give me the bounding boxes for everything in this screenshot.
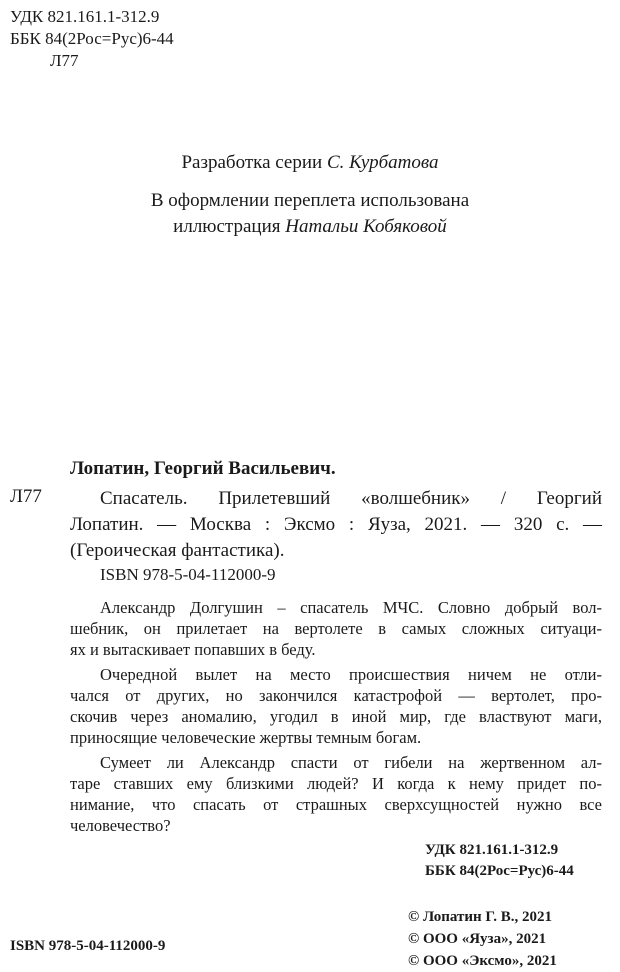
cover-credit-prefix: иллюстрация xyxy=(173,216,286,237)
catalog-desc-line: (Героическая фантастика). xyxy=(70,540,285,561)
catalog-shelf-mark: Л77 xyxy=(10,486,42,507)
annotation-line: чался от других, но закончился катастрофой — вертолет, про- xyxy=(70,686,602,705)
series-credit xyxy=(0,150,620,176)
annotation-line: скочив через аномалию, угодил в иной мир, где властвуют маги, xyxy=(70,707,602,726)
isbn-bottom: ISBN 978-5-04-112000-9 xyxy=(10,938,166,954)
copyright-line: © ООО «Яуза», 2021 xyxy=(408,931,547,947)
annotation-line: нимание, что спасать от страшных сверхсущностей нужно все xyxy=(70,795,602,814)
catalog-desc-line: Спасатель. Прилетевший «волшебник» / Георгий xyxy=(100,488,602,509)
annotation-line: таре ставших ему близкими людей? И когда к нему придет по- xyxy=(70,774,602,793)
annotation-line: шебник, он прилетает на вертолете в самых сложных ситуаци- xyxy=(70,619,602,638)
classification-codes xyxy=(10,6,174,72)
annotation-line: Сумеет ли Александр спасти от гибели на жертвенном ал- xyxy=(100,753,602,772)
annotation-line: ях и вытаскивает попавших в беду. xyxy=(70,640,316,659)
right-bbk-code: ББК 84(2Рос=Рус)6-44 xyxy=(425,863,574,879)
right-classification-codes xyxy=(425,840,574,882)
copyright-block xyxy=(408,906,557,972)
catalog-description xyxy=(70,486,602,564)
udk-code: УДК 821.161.1-312.9 xyxy=(10,7,160,26)
annotation-line: Александр Долгушин – спасатель МЧС. Словно добрый вол- xyxy=(100,598,602,617)
annotation xyxy=(70,597,602,836)
catalog-desc-line: Лопатин. — Москва : Эксмо : Яуза, 2021. — 320 с. — xyxy=(70,514,602,535)
annotation-line: человечество? xyxy=(70,816,171,835)
cover-credit-line2 xyxy=(0,214,620,240)
author-mark: Л77 xyxy=(50,51,79,70)
catalog-isbn: ISBN 978-5-04-112000-9 xyxy=(100,565,276,584)
copyright-line: © Лопатин Г. В., 2021 xyxy=(408,909,553,925)
cover-credit-line1: В оформлении переплета использована xyxy=(150,190,470,211)
series-credit-prefix: Разработка серии xyxy=(181,152,327,173)
series-author: С. Курбатова xyxy=(326,152,439,173)
annotation-line: Очередной вылет на место происшествия ничем не отли- xyxy=(100,665,602,684)
annotation-line: приносящие человеческие жертвы темным богам. xyxy=(70,728,422,747)
copyright-line: © ООО «Эксмо», 2021 xyxy=(408,953,557,969)
cover-artist: Натальи Кобяковой xyxy=(285,216,447,237)
right-udk-code: УДК 821.161.1-312.9 xyxy=(425,842,559,858)
catalog-author: Лопатин, Георгий Васильевич. xyxy=(70,458,336,479)
bbk-code: ББК 84(2Рос=Рус)6-44 xyxy=(10,29,174,48)
